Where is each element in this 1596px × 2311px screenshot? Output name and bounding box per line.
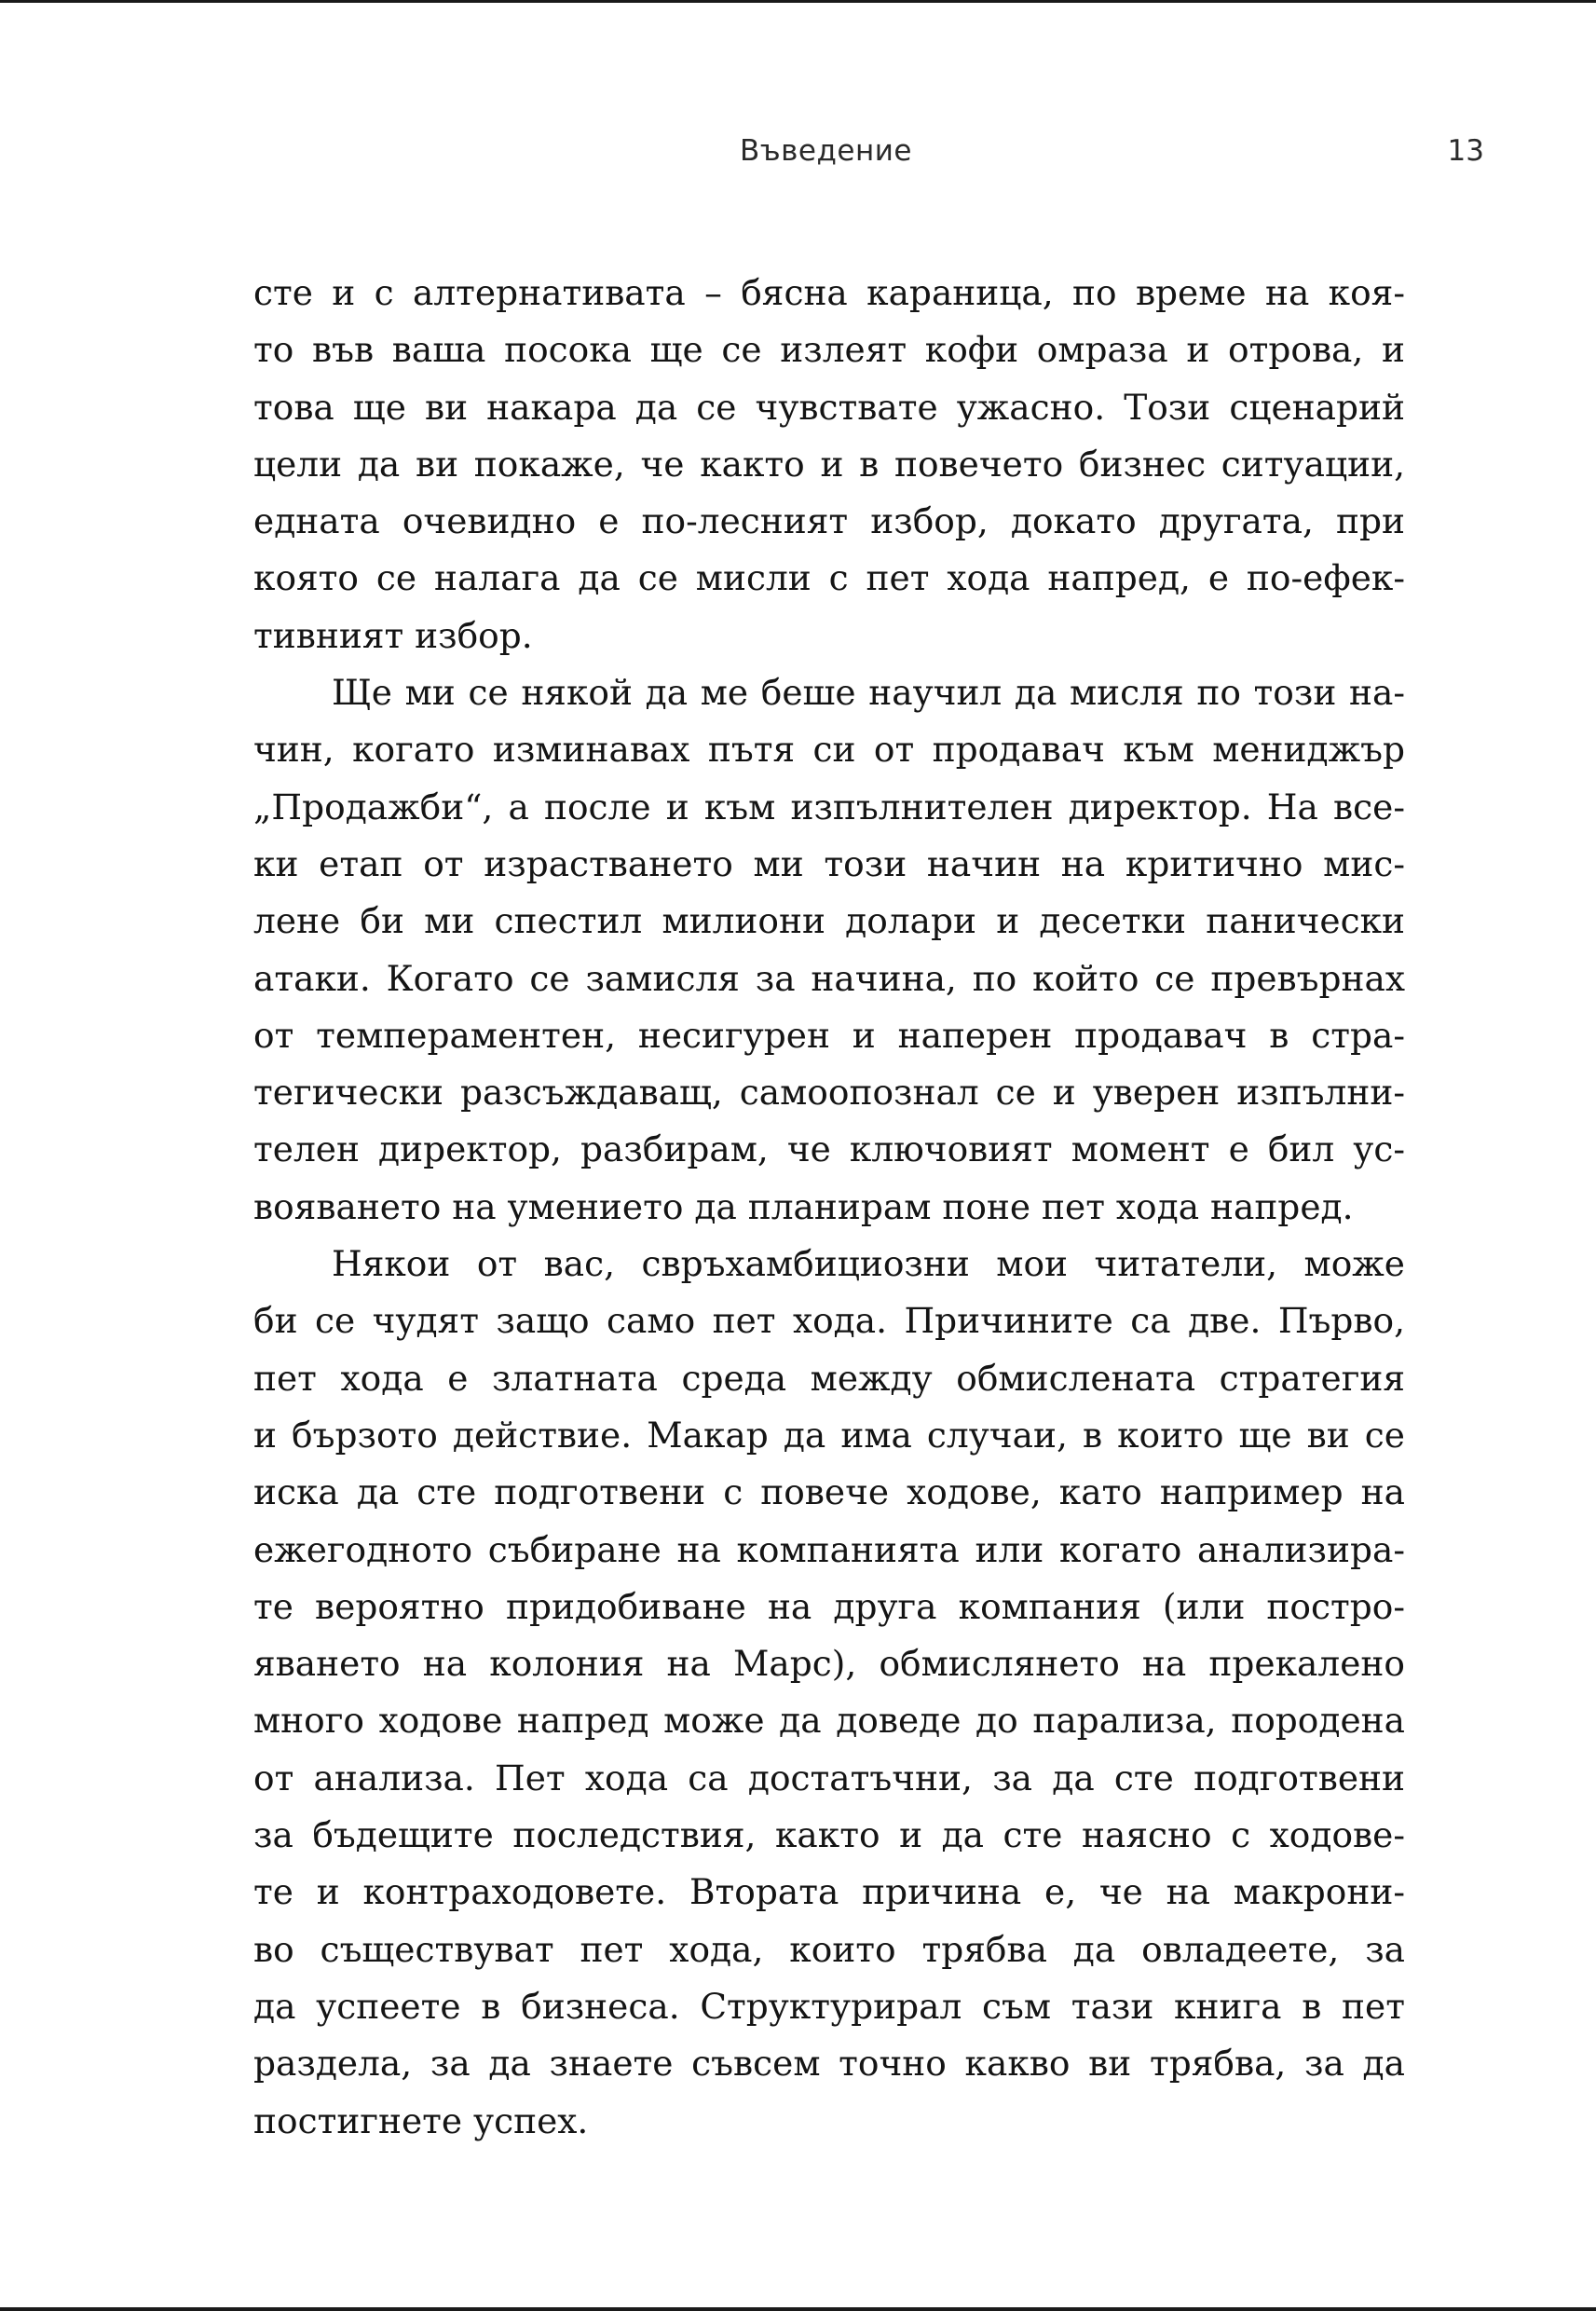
page-number: 13 [1447,134,1484,168]
text-line: за бъдещите последствия, както и да сте наясно с ходове- [253,1814,1405,1856]
text-line: те вероятно придобиване на друга компания (или постро- [253,1585,1405,1627]
text-line: постигнете успех. [253,2099,589,2141]
text-line: Някои от вас, свръхамбициозни мои читатели, може [332,1243,1405,1285]
text-line: вояването на умението да планирам поне пет хода напред. [253,1185,1354,1227]
text-line: то във ваша посока ще се излеят кофи омраза и отрова, и [253,329,1405,371]
running-head: Въведение [739,134,912,168]
text-line: телен директор, разбирам, че ключовият момент е бил ус- [253,1128,1405,1170]
text-line: която се налага да се мисли с пет хода напред, е по-ефек- [253,557,1405,599]
text-line: лене би ми спестил милиони долари и десетки панически [253,900,1405,942]
top-border-rule [0,0,1596,3]
text-line: тивният избор. [253,614,533,656]
body-text [253,265,1405,2150]
text-line: много ходове напред може да доведе до парализа, породена [253,1700,1405,1742]
text-line: пет хода е златната среда между обмислената стратегия [253,1357,1405,1399]
text-line: тегически разсъждаващ, самоопознал се и уверен изпълни- [253,1072,1405,1114]
text-line: би се чудят защо само пет хода. Причините са две. Първо, [253,1300,1405,1342]
text-line: това ще ви накара да се чувствате ужасно. Този сценарий [253,386,1405,428]
text-line: чин, когато изминавах пътя си от продавач към мениджър [253,729,1405,771]
text-line: иска да сте подготвени с повече ходове, като например на [253,1471,1405,1513]
text-line: во съществуват пет хода, които трябва да овладеете, за [253,1928,1405,1970]
text-line: от темпераментен, несигурен и наперен продавач в стра- [253,1014,1405,1056]
paragraph-1 [253,265,1405,664]
text-line: атаки. Когато се замисля за начина, по който се превърнах [253,957,1405,999]
text-line: Ще ми се някой да ме беше научил да мисля по този на- [332,672,1405,714]
text-line: сте и с алтернативата – бясна караница, по време на коя- [253,272,1405,313]
text-line: от анализа. Пет хода са достатъчни, за да сте подготвени [253,1757,1405,1798]
text-line: раздела, за да знаете съвсем точно какво ви трябва, за да [253,2043,1405,2085]
text-line: яването на колония на Марс), обмислянето на прекалено [253,1643,1405,1685]
text-line: цели да ви покаже, че както и в повечето бизнес ситуации, [253,443,1405,485]
text-line: те и контраходовете. Втората причина е, че на макрони- [253,1871,1405,1913]
text-line: едната очевидно е по-лесният избор, докато другата, при [253,500,1405,542]
text-line: „Продажби“, а после и към изпълнителен директор. На все- [253,786,1405,827]
bottom-border-rule [0,2307,1596,2311]
text-line: ежегодното събиране на компанията или когато анализира- [253,1528,1405,1570]
paragraph-3 [253,1236,1405,2150]
text-line: и бързото действие. Макар да има случаи, в които ще ви се [253,1414,1405,1456]
paragraph-2 [253,664,1405,1236]
text-line: ки етап от израстването ми този начин на критично мис- [253,842,1405,884]
text-line: да успеете в бизнеса. Структурирал съм тази книга в пет [253,1985,1405,2027]
